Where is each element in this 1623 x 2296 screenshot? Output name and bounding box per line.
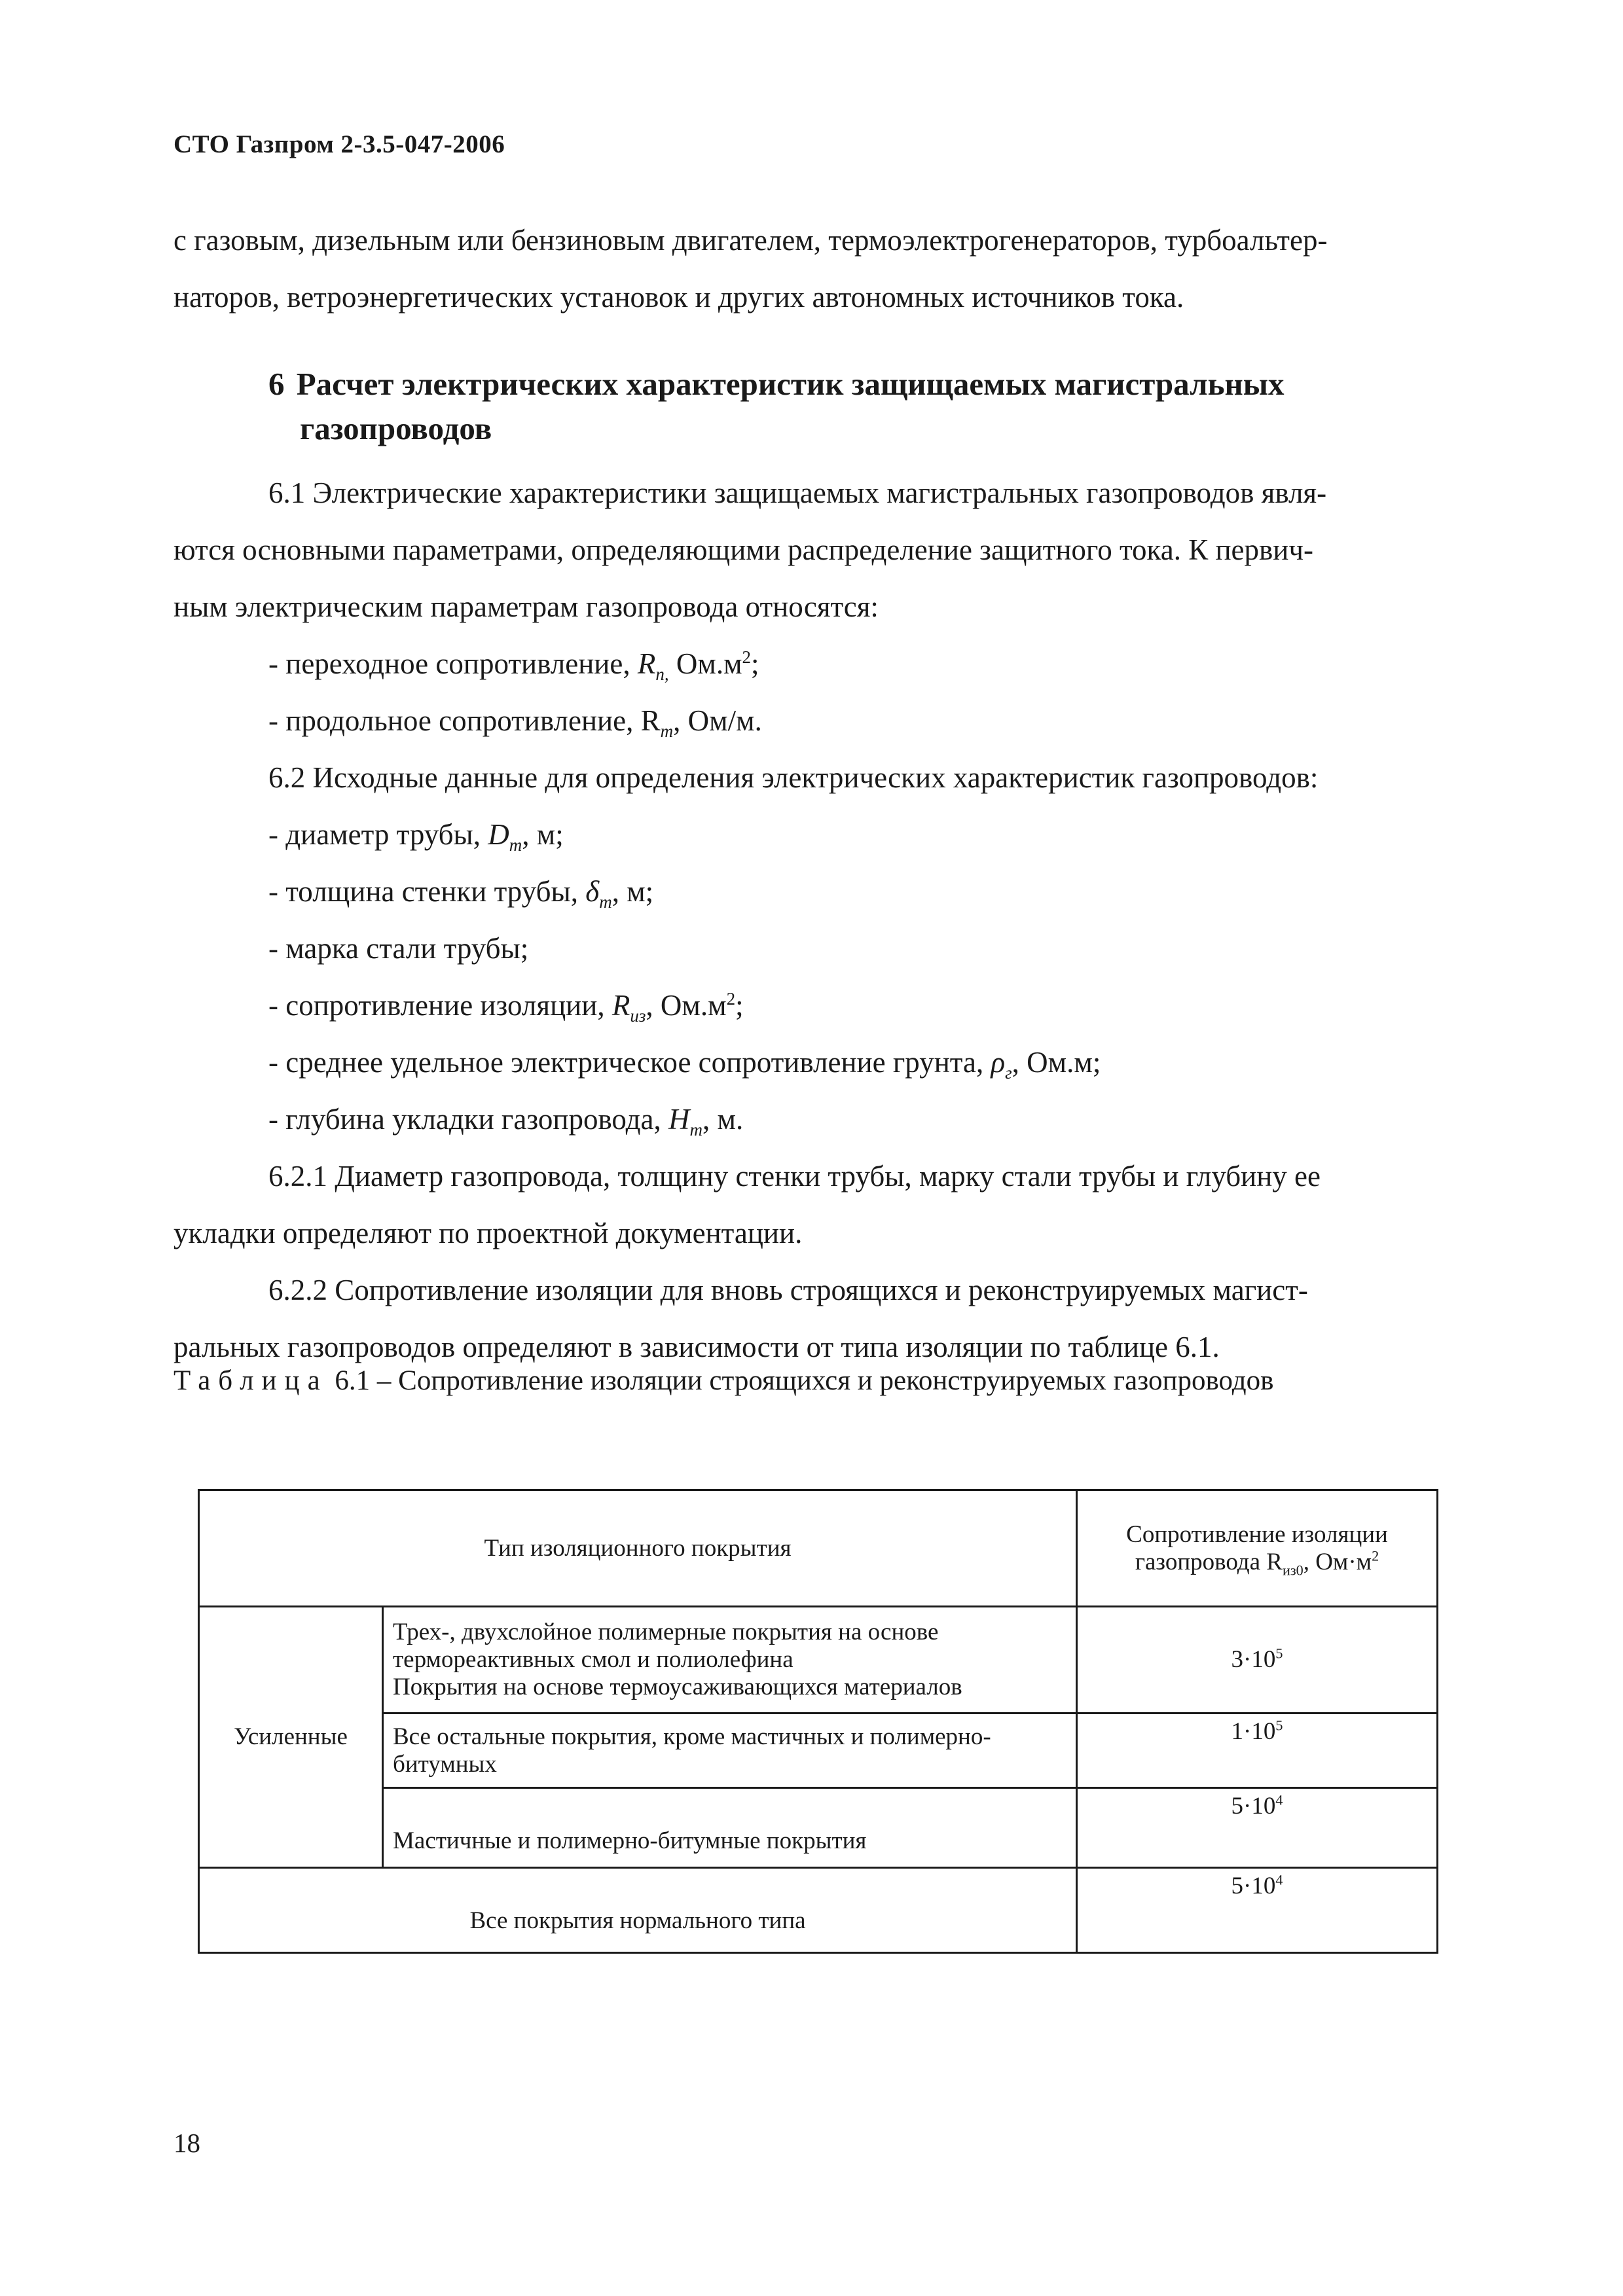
list-item-wall-thickness: - толщина стенки трубы, $\delta_т$, м; (268, 875, 654, 912)
p621-line-1: 6.2.1 Диаметр газопровода, толщину стенки трубы, марку стали трубы и глубину ее (268, 1160, 1321, 1193)
paragraph-6-2-1 (173, 1148, 1457, 1262)
intro-line-2: наторов, ветроэнергетических установок и других автономных источников тока. (173, 281, 1184, 314)
paragraph-6-1 (173, 465, 1457, 636)
section-number: 6 (268, 366, 285, 402)
intro-line-1: с газовым, дизельным или бензиновым двигателем, термоэлектрогенераторов, турбоальтер- (173, 224, 1328, 257)
section-title-line-2: газопроводов (300, 410, 492, 446)
p621-line-2: укладки определяют по проектной документации. (173, 1217, 803, 1249)
paragraph-6-2: 6.2 Исходные данные для определения электрических характеристик газопроводов: (268, 761, 1319, 794)
coating-cell: Мастичные и полимерно-битумные покрытия (383, 1788, 1077, 1868)
resistance-value: $5\cdot 10^4$ (1077, 1788, 1438, 1868)
table-caption-label: Таблица (173, 1365, 328, 1396)
document-header: СТО Газпром 2-3.5-047-2006 (173, 130, 505, 158)
table-caption (173, 1365, 1273, 1397)
table-caption-text: 6.1 – Сопротивление изоляции строящихся и реконструируемых газопроводов (327, 1365, 1274, 1396)
list-item-transition-resistance: - переходное сопротивление, $R_{п,}$ $Ом.м^2$; (268, 647, 759, 684)
table-row (199, 1788, 1438, 1868)
section-title-line-1: Расчет электрических характеристик защищаемых магистральных (296, 366, 1285, 402)
resistance-value: $5\cdot 10^4$ (1077, 1868, 1438, 1953)
header-resistance: Сопротивление изоляции газопровода $R_{из0}$, $Ом\cdot м^2$ (1077, 1490, 1438, 1607)
insulation-resistance-table (198, 1489, 1438, 1954)
resistance-value: $1\cdot 10^5$ (1077, 1713, 1438, 1788)
normal-coatings: Все покрытия нормального типа (199, 1868, 1077, 1953)
list-item-laying-depth: - глубина укладки газопровода, $H_т$, м. (268, 1103, 744, 1139)
list-item-longitudinal-resistance: - продольное сопротивление, $R_т$, Ом/м. (268, 704, 762, 741)
group-reinforced: Усиленные (199, 1607, 383, 1868)
intro-paragraph (173, 212, 1457, 326)
table-header-row (199, 1490, 1438, 1607)
paragraph-6-2-2 (173, 1262, 1457, 1376)
resistance-value: $3\cdot 10^5$ (1077, 1607, 1438, 1713)
list-item-pipe-diameter: - диаметр трубы, $D_т$, м; (268, 818, 564, 855)
table-row (199, 1713, 1438, 1788)
p61-line-3: ным электрическим параметрам газопровода относятся: (173, 590, 879, 623)
p622-line-1: 6.2.2 Сопротивление изоляции для вновь строящихся и реконструируемых магист- (268, 1274, 1308, 1306)
p61-line-1: 6.1 Электрические характеристики защищаемых магистральных газопроводов явля- (268, 476, 1327, 509)
coating-cell: Трех-, двухслойное полимерные покрытия на основе термореактивных смол и полиолефина Покрытия на основе термоусаживающихся материалов (383, 1607, 1077, 1713)
list-item-soil-resistivity: - среднее удельное электрическое сопротивление грунта, $\rho_г$, Ом.м; (268, 1046, 1101, 1083)
list-item-insulation-resistance: - сопротивление изоляции, $R_{из}$, $Ом.м^2$; (268, 989, 744, 1026)
p61-line-2: ются основными параметрами, определяющими распределение защитного тока. К первич- (173, 533, 1313, 566)
table-row (199, 1607, 1438, 1713)
list-item-steel-grade: - марка стали трубы; (268, 932, 529, 965)
coating-cell: Все остальные покрытия, кроме мастичных и полимерно- битумных (383, 1713, 1077, 1788)
page-number: 18 (173, 2128, 200, 2158)
section-heading (268, 362, 1447, 451)
table-row-normal (199, 1868, 1438, 1953)
p622-line-2: ральных газопроводов определяют в зависимости от типа изоляции по таблице 6.1. (173, 1331, 1220, 1363)
header-coating-type: Тип изоляционного покрытия (199, 1490, 1077, 1607)
